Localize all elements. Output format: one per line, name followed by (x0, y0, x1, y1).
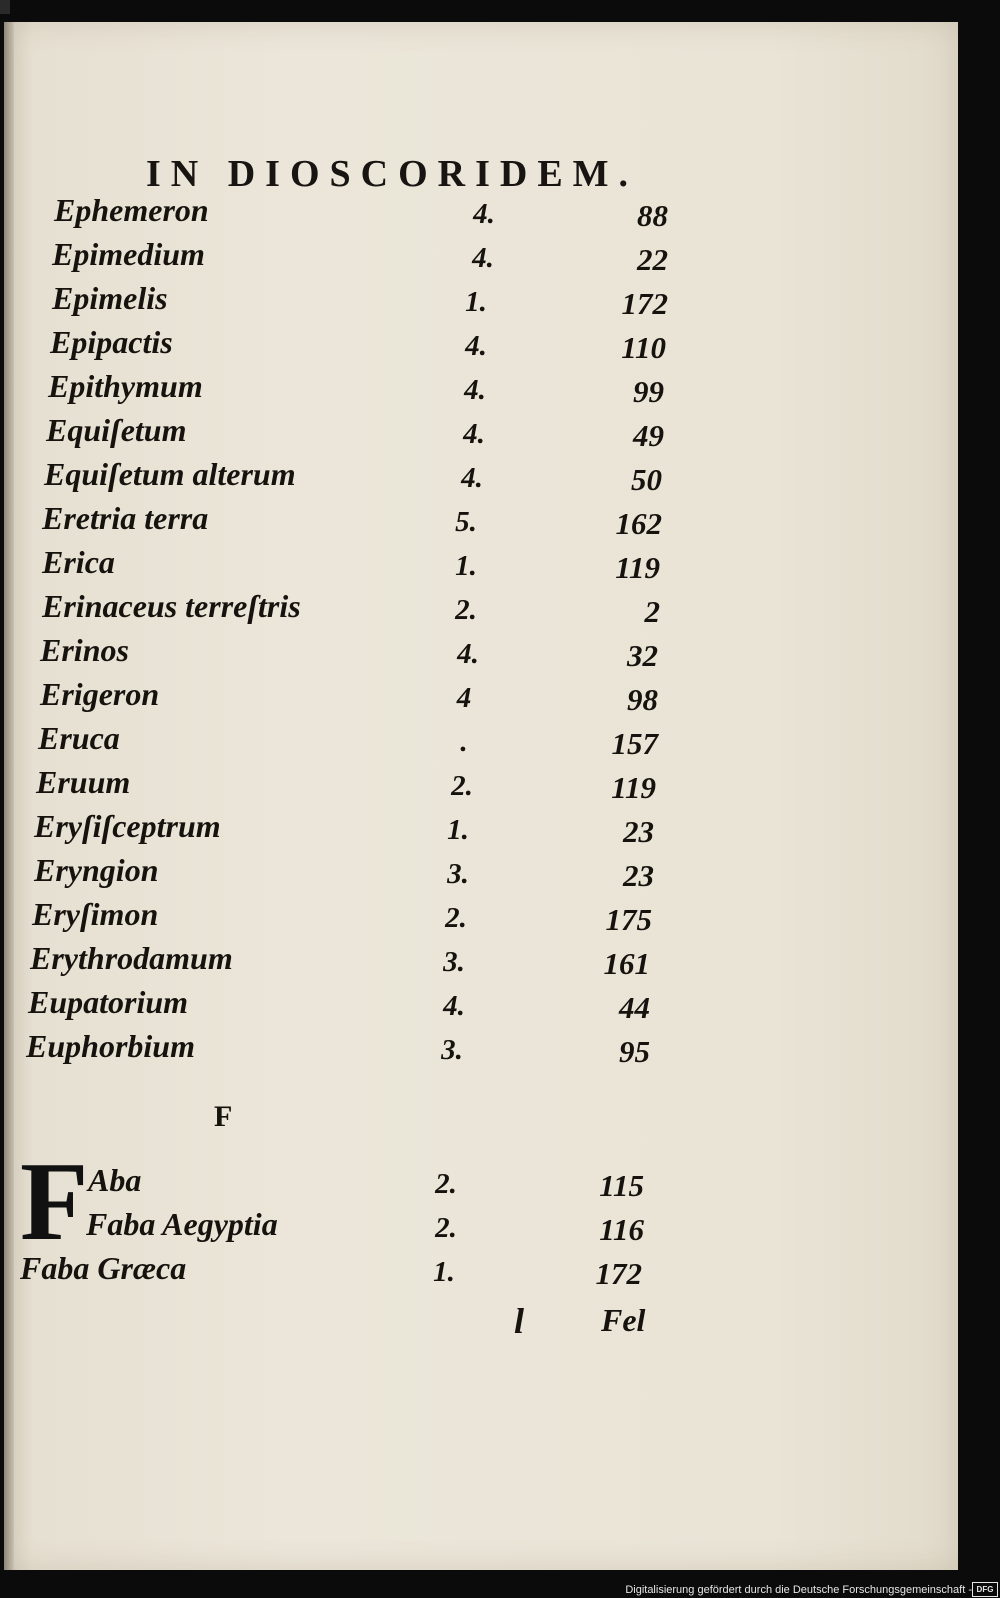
entry-page: 175 (605, 902, 652, 937)
entry-name: Erica (42, 544, 115, 580)
index-entry (4, 456, 958, 500)
entry-page: 88 (637, 198, 668, 233)
entry-page: 99 (633, 374, 664, 409)
index-entry (4, 236, 958, 280)
entry-name: Equiſetum (46, 412, 187, 448)
dfg-logo: DFG (972, 1582, 998, 1597)
entry-name: Erinos (40, 632, 129, 668)
entry-book: 5. (455, 506, 477, 538)
index-entry (4, 764, 958, 808)
entry-name: Erythrodamum (30, 940, 233, 976)
entry-name: Faba Aegyptia (86, 1206, 278, 1242)
entry-page: 23 (623, 814, 654, 849)
entry-page: 119 (615, 550, 660, 585)
entry-name: Eretria terra (42, 500, 209, 536)
index-entry (4, 1250, 958, 1294)
entry-book: 4. (472, 242, 494, 274)
signature-mark: l (514, 1301, 525, 1341)
entry-page: 23 (623, 858, 654, 893)
entry-name: Eruca (38, 720, 120, 756)
entry-name: Eryſimon (32, 896, 159, 932)
section-heading: F (214, 1100, 233, 1133)
entry-name: Ephemeron (54, 192, 209, 228)
entry-book: 1. (447, 814, 469, 846)
entry-page: 50 (631, 462, 662, 497)
entry-book: 4. (463, 418, 485, 450)
entry-book: 4. (461, 462, 483, 494)
entry-page: 98 (627, 682, 658, 717)
entry-page: 161 (603, 946, 650, 981)
entry-page: 157 (611, 726, 658, 761)
entry-book: . (460, 726, 468, 758)
index-entry (4, 676, 958, 720)
entry-name: Faba Græca (20, 1250, 187, 1286)
index-entry (4, 368, 958, 412)
index-entry (4, 896, 958, 940)
index-entry (4, 984, 958, 1028)
entry-name: Aba (88, 1162, 142, 1198)
index-entry (4, 852, 958, 896)
index-entry (4, 588, 958, 632)
entry-book: 4 (456, 682, 472, 714)
index-entry (4, 500, 958, 544)
entry-book: 1. (455, 550, 477, 582)
entry-name: Eupatorium (28, 984, 189, 1020)
entry-book: 2. (445, 902, 467, 934)
entry-name: Erigeron (40, 676, 160, 712)
catchword: Fel (601, 1302, 646, 1338)
entry-page: 116 (599, 1212, 644, 1247)
entry-name: Eryſiſceptrum (34, 808, 221, 844)
drop-cap: F (20, 1140, 89, 1264)
index-entry (4, 192, 958, 236)
index-entry (4, 1206, 958, 1250)
index-entry (4, 940, 958, 984)
index-entry (4, 1028, 958, 1072)
index-entries (4, 22, 958, 1570)
entry-page: 95 (619, 1034, 650, 1069)
scan-corner (0, 0, 10, 14)
index-entry (4, 720, 958, 764)
index-entry (4, 632, 958, 676)
index-entry (4, 544, 958, 588)
entry-book: 1. (465, 286, 487, 318)
entry-book: 4. (464, 374, 486, 406)
entry-book: 2. (435, 1168, 457, 1200)
entry-name: Epipactis (50, 324, 173, 360)
entry-name: Epimedium (52, 236, 205, 272)
entry-book: 2. (435, 1212, 457, 1244)
entry-name: Eryngion (34, 852, 159, 888)
entry-book: 3. (441, 1034, 463, 1066)
index-entry (4, 1162, 958, 1206)
book-page (4, 22, 958, 1570)
entry-name: Euphorbium (26, 1028, 195, 1064)
entry-book: 2. (451, 770, 473, 802)
entry-name: Epithymum (48, 368, 203, 404)
entry-page: 172 (621, 286, 668, 321)
entry-book: 4. (465, 330, 487, 362)
index-entry (4, 280, 958, 324)
entry-page: 172 (595, 1256, 642, 1291)
entry-book: 2. (455, 594, 477, 626)
entry-book: 3. (447, 858, 469, 890)
index-entry (4, 808, 958, 852)
entry-page: 32 (627, 638, 658, 673)
entry-page: 110 (621, 330, 666, 365)
entry-name: Eruum (36, 764, 131, 800)
entry-page: 44 (619, 990, 650, 1025)
digitization-credit: Digitalisierung gefördert durch die Deutsche Forschungsgemeinschaft - (625, 1584, 972, 1596)
entry-name: Erinaceus terreſtris (42, 588, 301, 624)
entry-page: 162 (615, 506, 662, 541)
entry-page: 115 (599, 1168, 644, 1203)
entry-book: 4. (443, 990, 465, 1022)
index-entry (4, 324, 958, 368)
entry-page: 49 (633, 418, 664, 453)
entry-book: 1. (433, 1256, 455, 1288)
entry-page: 119 (611, 770, 656, 805)
entry-name: Epimelis (52, 280, 168, 316)
entry-name: Equiſetum alterum (44, 456, 296, 492)
index-entry (4, 412, 958, 456)
running-header: IN DIOSCORIDEM. (146, 153, 639, 195)
entry-page: 2 (644, 594, 660, 629)
entry-page: 22 (637, 242, 668, 277)
entry-book: 4. (457, 638, 479, 670)
entry-book: 4. (473, 198, 495, 230)
entry-book: 3. (443, 946, 465, 978)
